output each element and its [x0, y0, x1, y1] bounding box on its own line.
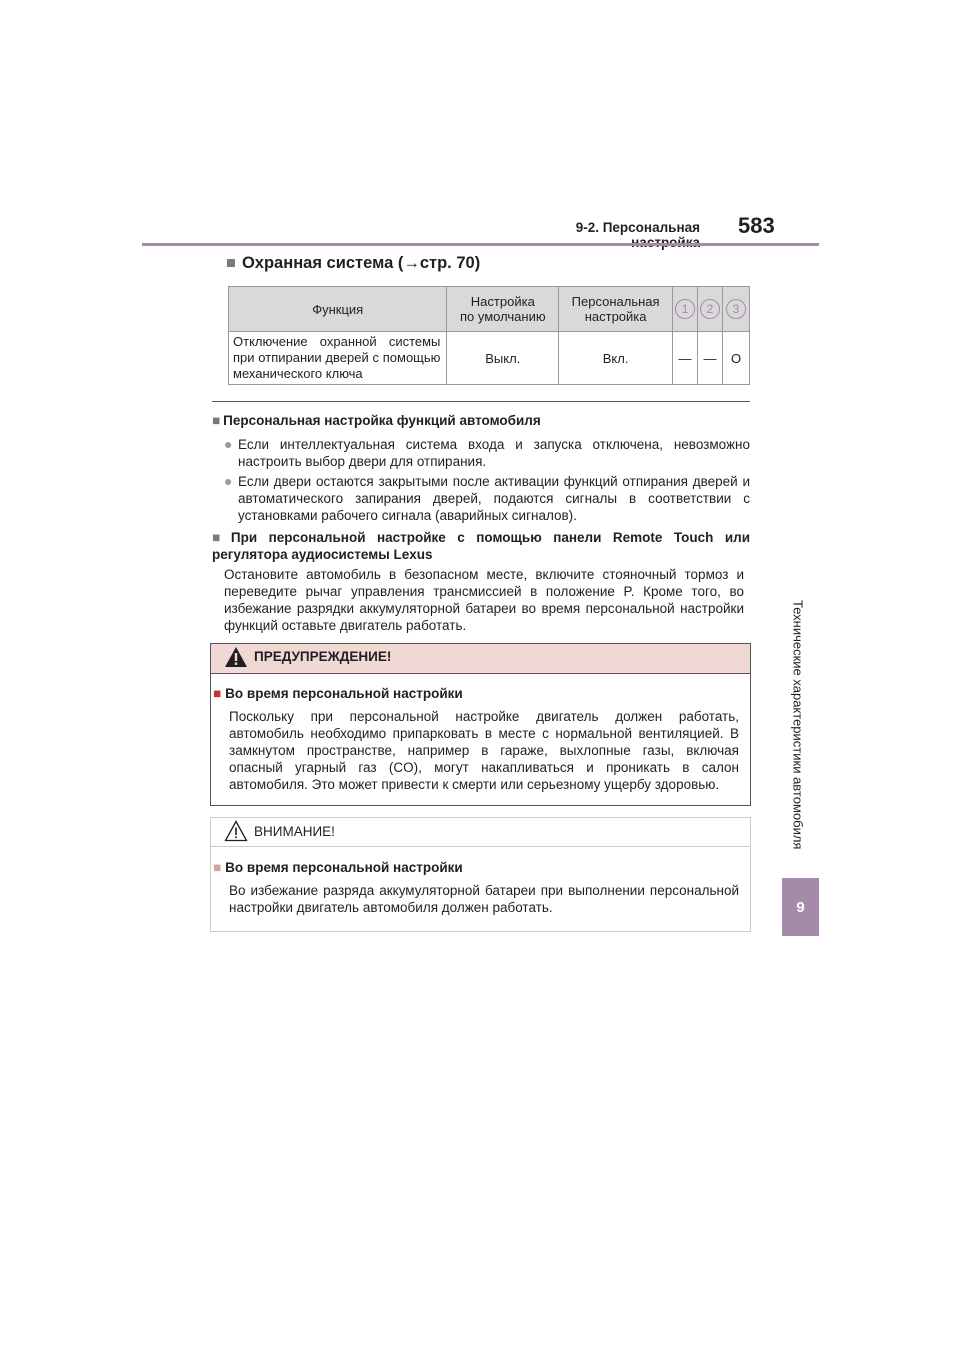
circled-number-1-icon: 1 — [675, 299, 695, 319]
col-header-1 — [673, 287, 698, 332]
col-header-default-text: Настройка по умолчанию — [459, 294, 546, 324]
table-row — [229, 332, 750, 385]
side-tab-chapter-number: 9 — [782, 878, 819, 936]
header-rule — [142, 243, 819, 246]
page-number: 583 — [738, 213, 775, 238]
note-heading-2-text: При персональной настройке с помощью панели Remote Touch или регулятора аудиосистемы Lexus — [212, 530, 750, 562]
warning-subheading — [213, 685, 743, 702]
cell-c2: — — [698, 332, 723, 385]
circled-number-2-icon: 2 — [700, 299, 720, 319]
cell-c1: — — [673, 332, 698, 385]
caution-header-rule — [210, 846, 750, 847]
square-bullet-icon: ■ — [212, 530, 228, 545]
col-header-function: Функция — [229, 287, 447, 332]
circled-number-3-icon: 3 — [726, 299, 746, 319]
section-heading — [226, 254, 480, 273]
warning-title: ПРЕДУПРЕЖДЕНИЕ! — [254, 649, 392, 664]
table-header-row — [229, 287, 750, 332]
caution-text: Во избежание разряда аккумуляторной батареи при выполнении персональной настройки двигатель автомобиля должен работать. — [229, 883, 739, 915]
note-paragraph-2: Остановите автомобиль в безопасном месте, включите стояночный тормоз и переведите рычаг управления трансмиссией в положение P. Кроме того, во избежание разрядки аккумуляторной батареи во время персональной настройки функций оставьте двигатель работать. — [224, 567, 744, 633]
warning-text: Поскольку при персональной настройке двигатель должен работать, автомобиль необходимо припарковать в месте с нормальной вентиляцией. В замкнутом пространстве, например в гараже, выхлопные газы, включая опасный угарный газ (CO), могут накапливаться и проникать в салон автомобиля. Это может привести к смерти или серьезному ущербу здоровью. — [229, 709, 739, 792]
warning-triangle-icon — [224, 646, 248, 668]
note-heading-1 — [212, 412, 750, 429]
warning-subheading-text: Во время персональной настройки — [225, 686, 463, 701]
note-bullet-2: Если двери остаются закрытыми после активации функций отпирания дверей и автоматического запирания дверей, подаются сигналы в соответствии с установками рабочего сигнала (аварийных сигналов). — [238, 474, 750, 523]
bullet-dot-icon: ● — [224, 436, 233, 452]
square-bullet-icon: ■ — [213, 860, 222, 875]
header-section-title: 9-2. Персональная — [575, 220, 700, 235]
col-header-2 — [698, 287, 723, 332]
col-header-custom — [559, 287, 673, 332]
caution-subheading — [213, 859, 743, 876]
square-bullet-icon: ■ — [212, 413, 221, 428]
col-header-default — [447, 287, 559, 332]
square-bullet-icon: ■ — [213, 686, 222, 701]
caution-subheading-text: Во время персональной настройки — [225, 860, 463, 875]
cell-custom: Вкл. — [559, 332, 673, 385]
col-header-custom-text: Персональная настройка — [571, 294, 660, 324]
cell-function: Отключение охранной системы при отпирании дверей с помощью механического ключа — [229, 332, 447, 385]
note-heading-1-text: Персональная настройка функций автомобиля — [223, 413, 541, 428]
bullet-dot-icon: ● — [224, 473, 233, 489]
cell-c3: O — [723, 332, 750, 385]
col-header-3 — [723, 287, 750, 332]
section-heading-text: Охранная система (→стр. 70) — [241, 254, 481, 272]
cell-default: Выкл. — [447, 332, 559, 385]
square-bullet-icon: ■ — [226, 254, 236, 272]
note-heading-2 — [212, 529, 750, 563]
settings-table — [228, 286, 750, 385]
note-bullet-1: Если интеллектуальная система входа и запуска отключена, невозможно настроить выбор двери для отпирания. — [238, 437, 750, 469]
section-divider — [212, 401, 750, 402]
caution-triangle-icon — [224, 820, 248, 842]
side-tab-label: Технические характеристики автомобиля — [790, 600, 806, 850]
caution-title: ВНИМАНИЕ! — [254, 824, 335, 839]
